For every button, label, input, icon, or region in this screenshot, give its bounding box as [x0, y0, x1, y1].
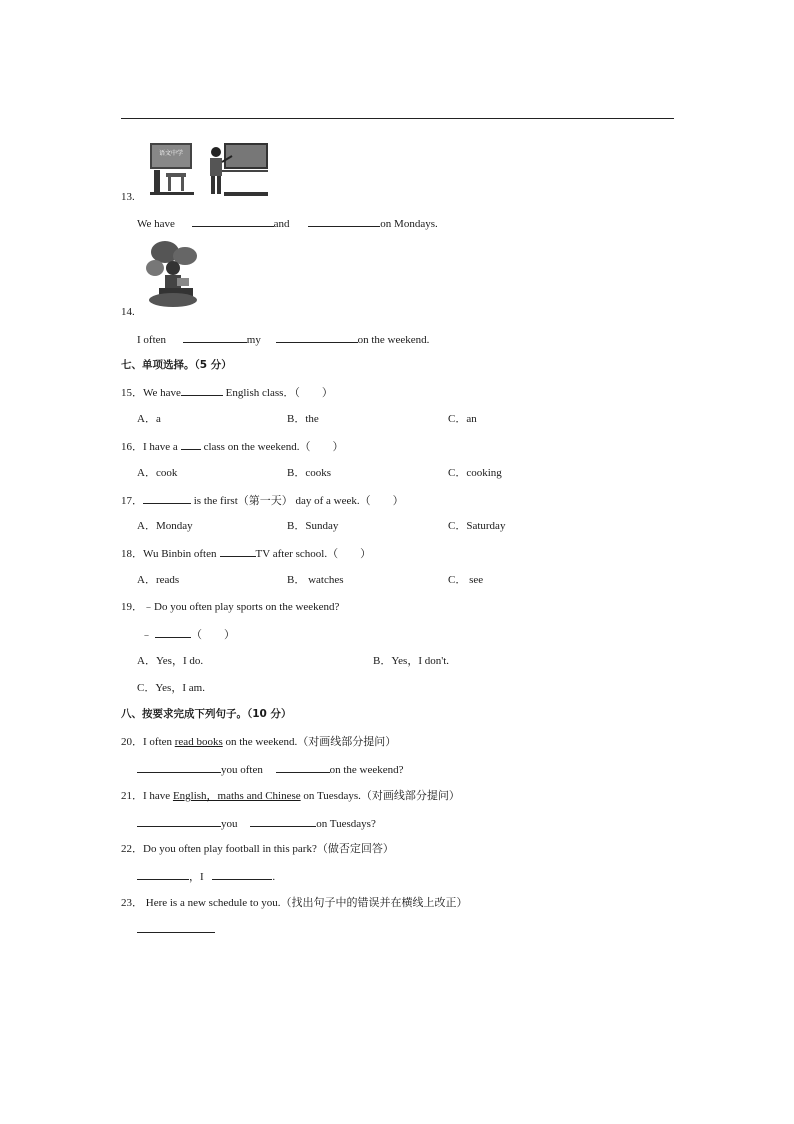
- q19-blank[interactable]: [155, 627, 191, 638]
- question-14: [137, 332, 429, 347]
- q20-underlined: read books: [174, 736, 223, 748]
- q13-blank-1[interactable]: [192, 216, 274, 227]
- header-rule: [121, 118, 674, 119]
- q14-text-3: on the weekend.: [357, 334, 430, 346]
- q16-option-c[interactable]: C．cooking: [448, 467, 502, 479]
- q13-text-3: on Mondays.: [380, 218, 438, 230]
- q21-underlined: English，maths and Chinese: [172, 790, 301, 802]
- question-19: 19．﹣Do you often play sports on the weekend?: [121, 601, 340, 613]
- q17-blank[interactable]: [143, 493, 191, 504]
- q15-blank[interactable]: [181, 385, 223, 396]
- question-22: 22．Do you often play football in this park?（做否定回答）: [121, 843, 394, 855]
- q19-option-c[interactable]: C．Yes，I am.: [137, 682, 205, 694]
- q17-option-c[interactable]: C．Saturday: [448, 520, 506, 532]
- q15-option-a[interactable]: A．a: [137, 413, 161, 425]
- section-7-title: 七、单项选择。（5 分）: [121, 359, 232, 371]
- q15-option-b[interactable]: B．the: [287, 413, 319, 425]
- q18-option-b[interactable]: B． watches: [287, 574, 344, 586]
- q13-text-2: and: [273, 218, 290, 230]
- q18-option-c[interactable]: C． see: [448, 574, 484, 586]
- question-20: 20．I often read books on the weekend.（对画线部分提问）: [121, 736, 397, 748]
- board-text: 语文中学: [158, 151, 184, 157]
- q22-blank-1[interactable]: [137, 869, 189, 880]
- q16-blank[interactable]: [181, 439, 201, 450]
- q19-option-b[interactable]: B．Yes，I don't.: [373, 655, 450, 667]
- q20-blank-1[interactable]: [137, 762, 221, 773]
- q17-option-b[interactable]: B．Sunday: [287, 520, 339, 532]
- q19-option-a[interactable]: A．Yes，I do.: [137, 655, 204, 667]
- q15-option-c[interactable]: C．an: [448, 413, 477, 425]
- q22-blank-2[interactable]: [212, 869, 272, 880]
- question-23: 23． Here is a new schedule to you.（找出句子中的错误并在横线上改正）: [121, 897, 468, 909]
- q20-blank-2[interactable]: [276, 762, 330, 773]
- question-22-answer: ，I .: [137, 869, 275, 884]
- question-18: 18．Wu Binbin often TV after school.（ ）: [121, 548, 372, 560]
- q13-blank-2[interactable]: [308, 216, 380, 227]
- q14-blank-1[interactable]: [183, 332, 247, 343]
- q16-option-a[interactable]: A．cook: [137, 467, 178, 479]
- question-21-answer: you on Tuesdays?: [137, 816, 376, 831]
- q14-text-1: I often: [137, 334, 167, 346]
- q18-option-a[interactable]: A．reads: [137, 574, 180, 586]
- q13-text-1: We have: [137, 218, 175, 230]
- q21-blank-2[interactable]: [250, 816, 316, 827]
- section-8-title: 八、按要求完成下列句子。（10 分）: [121, 708, 292, 720]
- reading-boy-picture: [143, 238, 203, 310]
- q16-option-b[interactable]: B．cooks: [287, 467, 331, 479]
- q18-blank[interactable]: [220, 546, 256, 557]
- question-23-answer: [137, 922, 215, 937]
- q14-text-2: my: [246, 334, 261, 346]
- question-20-answer: you often on the weekend?: [137, 762, 404, 777]
- question-13-number: 13.: [121, 191, 135, 203]
- q14-blank-2[interactable]: [276, 332, 358, 343]
- question-15: 15．We have English class．（ ）: [121, 387, 333, 399]
- question-14-number: 14.: [121, 306, 135, 318]
- question-21: 21．I have English，maths and Chinese on Tuesdays.（对画线部分提问）: [121, 790, 460, 802]
- question-19-reply: ﹣ （ ）: [141, 629, 235, 641]
- question-13: [137, 216, 438, 231]
- q17-option-a[interactable]: A．Monday: [137, 520, 193, 532]
- classroom-picture: [146, 140, 270, 198]
- question-16: 16．I have a class on the weekend.（ ）: [121, 441, 344, 453]
- q21-blank-1[interactable]: [137, 816, 221, 827]
- q23-blank[interactable]: [137, 922, 215, 933]
- question-17: 17． is the first（第一天） day of a week.（ ）: [121, 495, 404, 507]
